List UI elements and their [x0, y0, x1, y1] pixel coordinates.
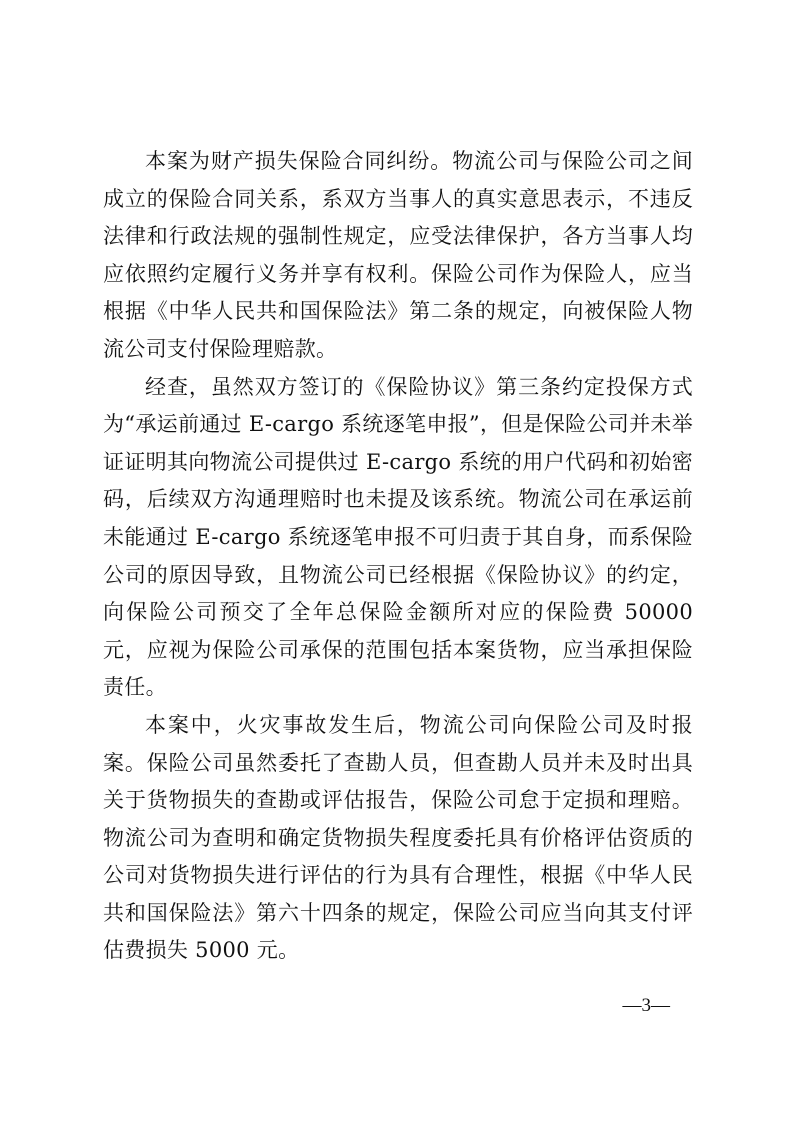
page-number: —3—: [622, 995, 670, 1016]
paragraph-2: 经查，虽然双方签订的《保险协议》第三条约定投保方式为“承运前通过 E-cargo 系统逐笔申报”，但是保险公司并未举证证明其向物流公司提供过 E-cargo 系统的用户代码和初始密码，后续双方沟通理赔时也未提及该系统。物流公司在承运前未能通过 E-cargo 系统逐笔申报不可归责于其自身，而系保险公司的原因导致，且物流公司已经根据《保险协议》的约定，向保险公司预交了全年总保险金额所对应的保险费 50000 元，应视为保险公司承保的范围包括本案货物，应当承担保险责任。: [103, 374, 693, 700]
paragraph-1: 本案为财产损失保险合同纠纷。物流公司与保险公司之间成立的保险合同关系，系双方当事人的真实意思表示，不违反法律和行政法规的强制性规定，应受法律保护，各方当事人均应依照约定履行义务并享有权利。保险公司作为保险人，应当根据《中华人民共和国保险法》第二条的规定，向被保险人物流公司支付保险理赔款。: [103, 149, 693, 361]
document-body: [103, 143, 693, 970]
paragraph-3: 本案中，火灾事故发生后，物流公司向保险公司及时报案。保险公司虽然委托了查勘人员，但查勘人员并未及时出具关于货物损失的查勘或评估报告，保险公司怠于定损和理赔。物流公司为查明和确定货物损失程度委托具有价格评估资质的公司对货物损失进行评估的行为具有合理性，根据《中华人民共和国保险法》第六十四条的规定，保险公司应当向其支付评估费损失 5000 元。: [103, 712, 693, 963]
